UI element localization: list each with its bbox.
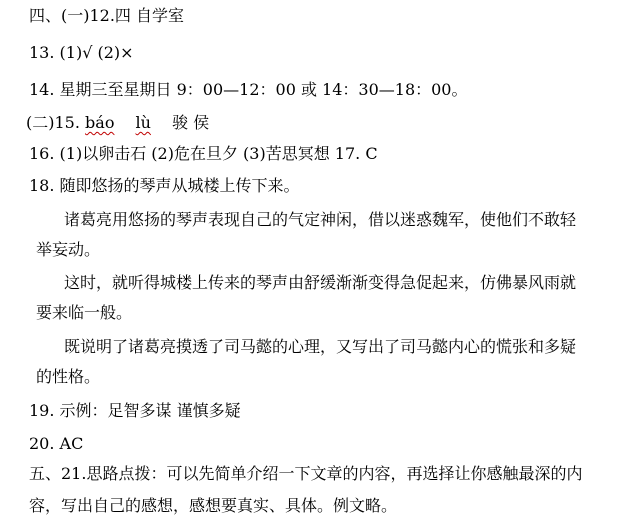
- line-q18-para3-cont: 的性格。: [36, 367, 101, 386]
- line-q18-para3: 既说明了诸葛亮摸透了司马懿的心理，又写出了司马懿内心的慌张和多疑: [64, 337, 577, 356]
- line-q15: [26, 113, 209, 133]
- line-q18-para1-cont: 举妄动。: [36, 240, 101, 259]
- q15-characters: 骏 侯: [172, 113, 210, 132]
- line-section-4-q12: 四、(一)12.四 自学室: [29, 6, 185, 25]
- line-q18-para1: 诸葛亮用悠扬的琴声表现自己的气定神闲，借以迷惑魏军，使他们不敢轻: [64, 210, 577, 229]
- line-q18: 18. 随即悠扬的琴声从城楼上传下来。: [29, 176, 300, 195]
- q15-pinyin-lu: lù: [135, 113, 151, 132]
- line-q13: 13. (1)√ (2)×: [29, 43, 134, 62]
- line-q18-para2: 这时，就听得城楼上传来的琴声由舒缓渐渐变得急促起来，仿佛暴风雨就: [64, 273, 577, 292]
- q15-prefix: (二)15.: [26, 113, 80, 132]
- line-q21-cont: 容，写出自己的感想，感想要真实、具体。例文略。: [29, 496, 398, 515]
- line-q16-q17: 16. (1)以卵击石 (2)危在旦夕 (3)苦思冥想 17. C: [29, 144, 378, 163]
- line-q19: 19. 示例：足智多谋 谨慎多疑: [29, 401, 241, 420]
- line-q14: 14. 星期三至星期日 9：00—12：00 或 14：30—18：00。: [29, 80, 468, 99]
- line-q18-para2-cont: 要来临一般。: [36, 303, 133, 322]
- line-q20: 20. AC: [29, 434, 84, 453]
- q15-pinyin-bao: báo: [85, 113, 115, 132]
- line-section-5-q21: 五、21.思路点拨：可以先简单介绍一下文章的内容，再选择让你感触最深的内: [29, 464, 583, 483]
